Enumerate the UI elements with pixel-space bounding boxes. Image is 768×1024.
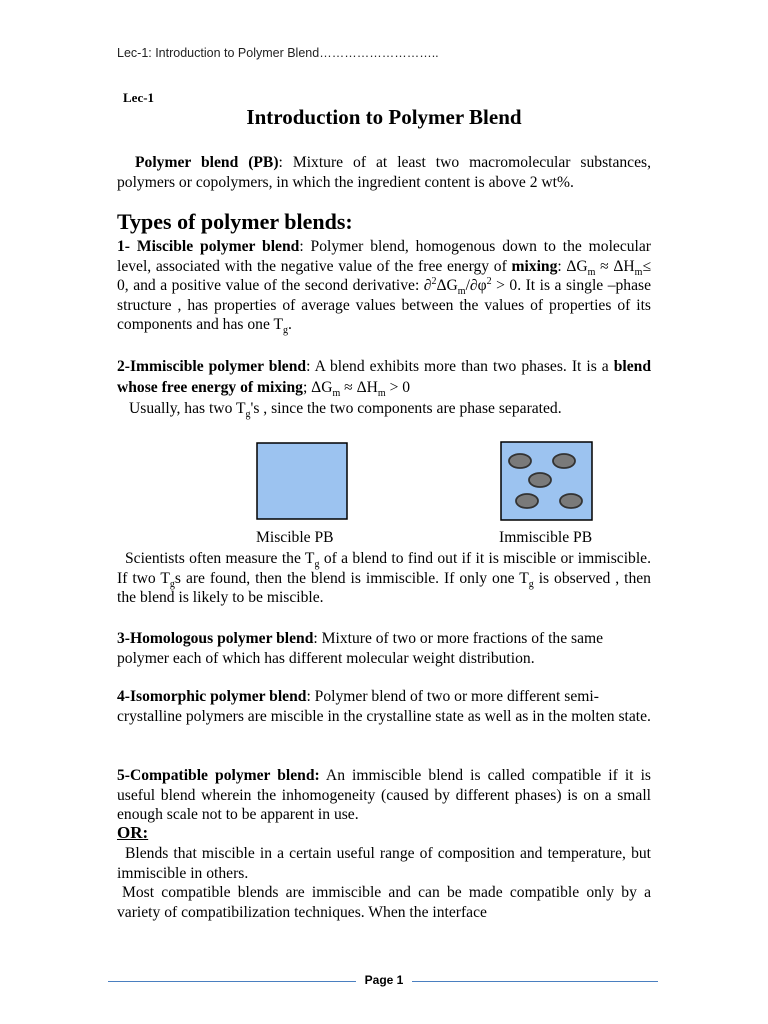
isomorphic-text: : Polymer blend of two or more different semi-crystalline polymers are miscible in the crystalline state as well as in the molten state. [117, 688, 651, 725]
miscible-formula: ≈ ΔH [595, 257, 635, 275]
dispersed-phase-particle [529, 473, 551, 487]
subscript: g [528, 578, 534, 590]
isomorphic-term: 4-Isomorphic polymer blend [117, 688, 307, 705]
dispersed-phase-particle [516, 494, 538, 508]
miscible-text: . [288, 316, 292, 333]
immiscible-pb-diagram [500, 441, 593, 521]
miscible-text: : Polymer blend, homogenous down to the molecular level, associated with the negative value of the free energy of [117, 238, 652, 275]
or-heading: OR: [117, 823, 149, 842]
subscript: g [283, 325, 289, 337]
superscript: 2 [431, 275, 437, 287]
immiscible-term: 2-Immiscible polymer blend [117, 358, 307, 375]
page-title: Introduction to Polymer Blend [246, 105, 522, 129]
isomorphic-paragraph [117, 687, 651, 726]
homologous-text: : Mixture of two or more fractions of the same polymer each of which has different molecular weight distribution. [117, 630, 604, 667]
definition-term: Polymer blend (PB) [135, 154, 279, 171]
compatible-text: An immiscible blend is called compatible if it is useful blend wherein the inhomogeneity (caused by different phases) is on a small enough scale not to be apparent in use. [117, 767, 651, 823]
miscible-text: > 0. It is a single –phase structure , has properties of average values between the values of properties of its components and has one T [117, 277, 651, 333]
page-number: Page 1 [364, 973, 404, 987]
subscript: m [634, 266, 643, 278]
dispersed-phase-particle [553, 454, 575, 468]
subscript: m [457, 286, 466, 298]
compatible-paragraph [117, 766, 651, 825]
subscript: m [332, 388, 341, 400]
immiscible-text: Usually, has two T [129, 400, 246, 417]
subscript: g [314, 559, 320, 571]
miscible-formula: ΔG [436, 277, 458, 294]
running-header: Lec-1: Introduction to Polymer Blend……………………….. [117, 46, 439, 60]
miscible-formula: : ΔG [557, 257, 588, 275]
immiscible-text: : A blend exhibits more than two phases. It is a [306, 358, 614, 375]
lecture-label: Lec-1 [123, 90, 155, 105]
dispersed-phase-particle [560, 494, 582, 508]
subscript: g [245, 409, 251, 421]
immiscible-formula: ≈ ΔH [340, 379, 378, 396]
immiscible-paragraph [117, 356, 651, 419]
immiscible-text: 's , since the two components are phase separated. [250, 400, 562, 417]
homologous-term: 3-Homologous polymer blend [117, 630, 314, 647]
immiscible-bold-phrase: blend whose free energy of mixing [117, 358, 652, 396]
miscible-formula: /∂φ [465, 277, 487, 294]
scientists-text: s are found, then the blend is immiscible. If only one T [174, 569, 529, 587]
miscible-term: 1- Miscible polymer blend [117, 238, 300, 255]
mixing-bold: mixing [511, 257, 558, 275]
or-paragraph-2: Most compatible blends are immiscible and can be made compatible only by a variety of compatibilization techniques. When the interface [117, 884, 651, 921]
or-paragraph-1: Blends that miscible in a certain useful range of composition and temperature, but immiscible in others. [117, 845, 651, 882]
scientists-text: is observed , then the blend is likely to be miscible. [117, 569, 651, 606]
subscript: m [377, 388, 386, 400]
miscible-pb-diagram [256, 442, 348, 520]
miscible-box [257, 443, 347, 519]
subscript: m [587, 266, 596, 278]
scientists-paragraph [117, 549, 651, 608]
compatible-term: 5-Compatible polymer blend: [117, 767, 320, 784]
miscible-caption: Miscible PB [256, 529, 334, 546]
scientists-text: of a blend to find out if it is miscible or immiscible. If two T [117, 550, 651, 587]
miscible-paragraph [117, 237, 651, 335]
scientists-text: Scientists often measure the T [125, 550, 315, 567]
homologous-paragraph [117, 629, 651, 668]
types-heading: Types of polymer blends: [117, 209, 353, 234]
superscript: 2 [486, 275, 492, 287]
miscible-formula: ≤ 0, and a positive value of the second derivative: ∂ [117, 257, 651, 294]
definition-text: : Mixture of at least two macromolecular substances, polymers or copolymers, in which the ingredient content is above 2 wt%. [117, 154, 651, 191]
immiscible-formula: ; ΔG [302, 379, 333, 396]
immiscible-caption: Immiscible PB [499, 529, 593, 546]
definition-paragraph [117, 153, 651, 192]
immiscible-formula: > 0 [385, 379, 411, 396]
subscript: g [169, 578, 175, 590]
dispersed-phase-particle [509, 454, 531, 468]
